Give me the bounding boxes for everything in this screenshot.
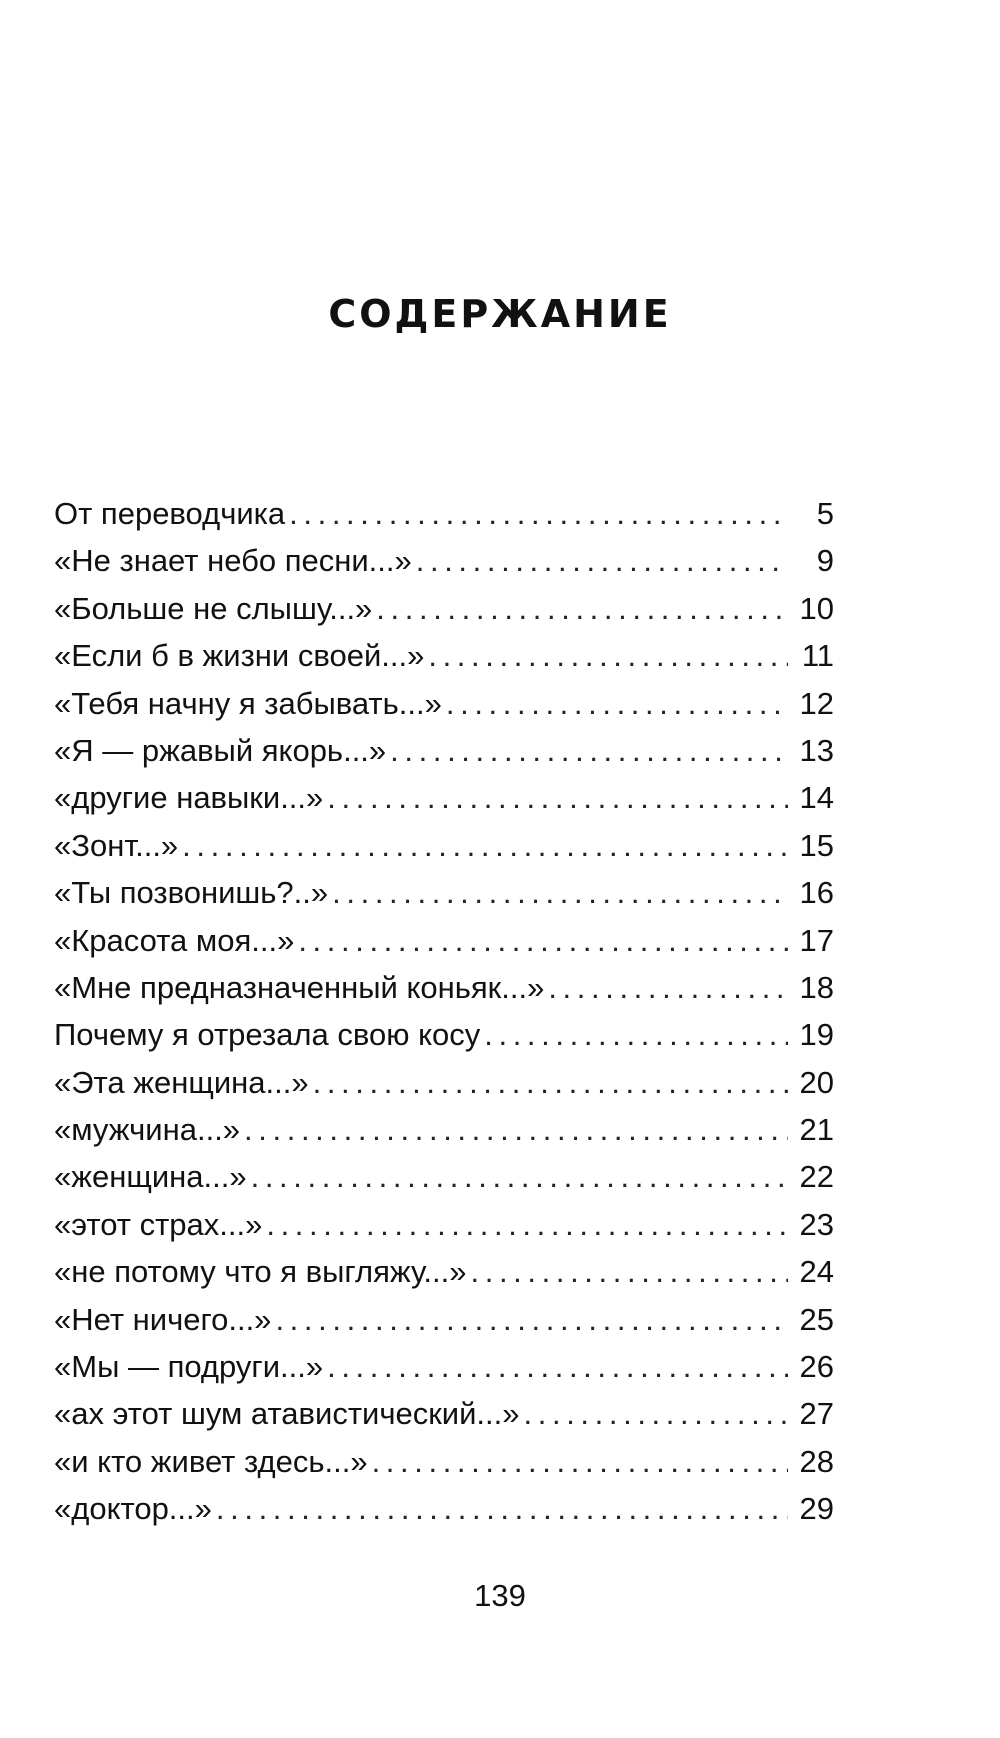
toc-dot-leader — [244, 1106, 788, 1153]
toc-entry-title: «Эта женщина...» — [54, 1064, 309, 1100]
toc-dot-leader — [376, 585, 788, 632]
toc-entry-page: 12 — [799, 685, 834, 721]
toc-entry[interactable] — [54, 917, 834, 964]
page-number: 139 — [474, 1578, 526, 1613]
table-of-contents — [54, 490, 834, 1533]
toc-entry-page: 25 — [799, 1301, 834, 1337]
toc-entry[interactable] — [54, 490, 834, 537]
toc-entry[interactable] — [54, 774, 834, 821]
toc-entry-title: «этот страх...» — [54, 1206, 263, 1242]
toc-entry-page: 19 — [799, 1017, 834, 1053]
toc-entry-page: 29 — [799, 1491, 834, 1527]
toc-entry-page: 11 — [801, 638, 834, 674]
toc-entry-page: 16 — [799, 875, 834, 911]
toc-entry-page: 5 — [816, 496, 834, 531]
toc-dot-leader — [313, 1059, 788, 1106]
toc-entry-title: От переводчика — [54, 496, 286, 531]
toc-dot-leader — [390, 727, 788, 774]
toc-entry-page: 17 — [799, 922, 834, 958]
toc-entry[interactable] — [54, 1343, 834, 1390]
toc-entry-title: «Ты позвонишь?..» — [54, 875, 329, 911]
toc-entry-page: 23 — [799, 1206, 834, 1242]
toc-dot-leader — [289, 490, 788, 537]
toc-dot-leader — [275, 1296, 788, 1343]
toc-dot-leader — [484, 1011, 788, 1058]
toc-entry-title: «Мне предназначенный коньяк...» — [54, 969, 545, 1005]
toc-dot-leader — [327, 1343, 788, 1390]
toc-dot-leader — [524, 1390, 788, 1437]
toc-entry[interactable] — [54, 1390, 834, 1437]
toc-entry-title: Почему я отрезала свою косу — [54, 1017, 481, 1053]
toc-entry-title: «Не знает небо песни...» — [54, 543, 412, 579]
toc-dot-leader — [416, 537, 788, 584]
toc-entry-page: 21 — [799, 1112, 834, 1148]
toc-entry[interactable] — [54, 1201, 834, 1248]
toc-entry[interactable] — [54, 822, 834, 869]
toc-entry[interactable] — [54, 1438, 834, 1485]
toc-entry-title: «Красота моя...» — [54, 922, 295, 958]
toc-entry-page: 14 — [799, 780, 834, 816]
toc-dot-leader — [182, 822, 788, 869]
toc-dot-leader — [266, 1201, 788, 1248]
toc-entry-title: «Тебя начну я забывать...» — [54, 685, 442, 721]
toc-entry-page: 28 — [799, 1443, 834, 1479]
toc-entry[interactable] — [54, 1485, 834, 1532]
toc-entry[interactable] — [54, 727, 834, 774]
toc-entry[interactable] — [54, 869, 834, 916]
toc-dot-leader — [216, 1485, 788, 1532]
toc-dot-leader — [251, 1153, 788, 1200]
toc-entry[interactable] — [54, 1011, 834, 1058]
toc-dot-leader — [372, 1438, 788, 1485]
toc-entry-page: 15 — [799, 827, 834, 863]
toc-entry[interactable] — [54, 1296, 834, 1343]
page-title: СОДЕРЖАНИЕ — [328, 292, 672, 336]
toc-dot-leader — [471, 1248, 789, 1295]
toc-entry[interactable] — [54, 1059, 834, 1106]
toc-entry-page: 27 — [799, 1396, 834, 1432]
toc-entry-page: 24 — [799, 1254, 834, 1290]
toc-entry-page: 20 — [799, 1064, 834, 1100]
toc-entry-title: «Если б в жизни своей...» — [54, 638, 425, 674]
toc-entry-title: «Больше не слышу...» — [54, 590, 373, 626]
toc-entry[interactable] — [54, 632, 834, 679]
toc-entry[interactable] — [54, 680, 834, 727]
toc-entry-title: «не потому что я выгляжу...» — [54, 1254, 467, 1290]
toc-entry-page: 18 — [799, 969, 834, 1005]
toc-entry-title: «Я — ржавый якорь...» — [54, 732, 387, 768]
toc-entry-page: 13 — [799, 732, 834, 768]
toc-dot-leader — [327, 774, 788, 821]
toc-entry-title: «ах этот шум атавистический...» — [54, 1396, 520, 1432]
toc-dot-leader — [548, 964, 788, 1011]
toc-dot-leader — [446, 680, 788, 727]
toc-entry-title: «Нет ничего...» — [54, 1301, 272, 1337]
toc-entry[interactable] — [54, 1248, 834, 1295]
toc-entry-page: 22 — [799, 1159, 834, 1195]
toc-entry[interactable] — [54, 964, 834, 1011]
toc-entry-page: 9 — [816, 543, 834, 579]
toc-entry-page: 26 — [799, 1349, 834, 1385]
toc-entry-title: «мужчина...» — [54, 1112, 241, 1148]
toc-entry[interactable] — [54, 1153, 834, 1200]
toc-entry-title: «Мы — подруги...» — [54, 1349, 324, 1385]
toc-entry[interactable] — [54, 537, 834, 584]
toc-entry-title: «Зонт...» — [54, 827, 179, 863]
toc-entry-title: «и кто живет здесь...» — [54, 1443, 368, 1479]
toc-dot-leader — [298, 917, 788, 964]
toc-dot-leader — [332, 869, 788, 916]
toc-entry[interactable] — [54, 1106, 834, 1153]
toc-entry-title: «доктор...» — [54, 1491, 212, 1527]
toc-entry-title: «другие навыки...» — [54, 780, 324, 816]
toc-entry[interactable] — [54, 585, 834, 632]
toc-dot-leader — [428, 632, 788, 679]
toc-entry-title: «женщина...» — [54, 1159, 247, 1195]
toc-entry-page: 10 — [799, 590, 834, 626]
